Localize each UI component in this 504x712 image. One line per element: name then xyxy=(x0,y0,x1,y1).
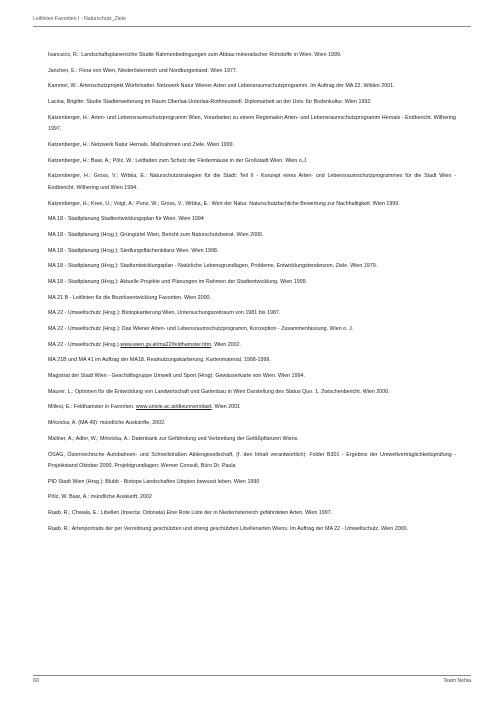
reference-list xyxy=(48,50,456,539)
reference-text: Ivancsics, R.: Landschaftsplanerische Studie Rahmenbedingungen zum Abbau mineralischer Rohstoffe in Wien. Wien 1999. xyxy=(48,52,342,58)
reference-text: Katzenberger, H.; Kree, U.; Voigt, A.; Punz, W.; Gross, V.; Wrbka, E.: Wert der Natur. Naturschutzfachliche Bewertung zur Nachhaltigkeit. Wien 1999. xyxy=(48,200,400,207)
reference-entry xyxy=(48,524,456,536)
reference-text: Katzenberger, H.; Baar, A.; Pölz, W.: Leitfaden zum Schutz der Fledermäuse in der Großstadt Wien. Wien o.J. xyxy=(48,157,308,164)
reference-entry xyxy=(48,81,456,93)
reference-entry xyxy=(48,66,456,78)
reference-text: ÖSAG, Österreichische Autobahnen- und Schnellstraßen Aktiengesellschaft, (f. den Inhalt verantwortlich): Folder B301 - Ergebnis der Umweltverträglichkeitsprüfung - Projektstand Oktober 2000. Projektgrundlagen: Werner Consult, Büro Dr. Paula xyxy=(48,451,456,469)
reference-text: Maurer, L.: Optionen für die Entwicklung von Landwirtschaft und Gartenbau in Wien Darstellung des Status Quo. 1. Zwischenbericht. Wien 2000. xyxy=(48,388,390,395)
reference-text: Raab, R.; Chwala, E.: Libellen (Insecta: Odonata) Eine Rote Liste der in Niederösterreich gefährdeten Arten. Wien 1997. xyxy=(48,510,333,517)
reference-entry xyxy=(48,293,456,305)
reference-text: Pölz, W. Baar, A.: mündliche Auskunft, 2002 xyxy=(48,494,152,501)
reference-entry xyxy=(48,230,456,242)
reference-entry xyxy=(48,50,456,62)
reference-entry xyxy=(48,418,456,430)
header-title: Leitlinien Favoriten I - Naturschutz_Ziele xyxy=(33,16,126,22)
reference-text: Katzenberger, H.: Arten- und Lebensraumschutzprogramm Wien, Vorarbeiten zu einem Regionalen Arten- und Lebensraumschutzprogramm Hernals - Endbericht. Wilhering 1997. xyxy=(48,114,456,133)
reference-entry xyxy=(48,402,456,414)
page-number: 60 xyxy=(33,678,39,684)
reference-entry xyxy=(48,97,456,109)
footer-divider xyxy=(33,675,471,676)
reference-text: Mrkvicka, A. (MA 49): mündliche Auskünfte, 2002. xyxy=(48,420,166,427)
reference-text: MA 22 - Umweltschutz (Hrsg.) xyxy=(48,341,121,348)
reference-text-suffix: . Wien 2001 xyxy=(211,404,241,411)
reference-entry xyxy=(48,492,456,504)
reference-entry xyxy=(48,156,456,168)
reference-entry xyxy=(48,171,456,194)
footer-team: Team Nehla xyxy=(443,678,471,684)
reference-text: MA 18 - Stadtplanung (Hrsg.): Siedlungsflächenbilanz Wien. Wien 1998. xyxy=(48,247,219,254)
reference-entry xyxy=(48,214,456,226)
reference-text: MA 18 - Stadtplanung Stadtentwicklungsplan für Wien. Wien 1994 xyxy=(48,216,204,223)
header-divider xyxy=(33,26,471,27)
reference-entry xyxy=(48,387,456,399)
reference-entry xyxy=(48,324,456,336)
page-header xyxy=(33,16,471,22)
reference-text: Millesi, E.: Feldhamster in Favoriten. xyxy=(48,404,136,411)
reference-text: Kammel, W.: Artenschutzprojekt Würfelnatter. Netzwerk Natur Wiener Arten und Lebensraumschutzprogramm. Im Auftrag der MA 22. Wilden 2001. xyxy=(48,83,395,90)
reference-entry xyxy=(48,450,456,473)
reference-entry xyxy=(48,434,456,446)
reference-text: MA 22 - Umweltschutz (Hrsg.): Biotopkartierung Wien, Untersuchungszeitraum von 1981 bis 1987. xyxy=(48,310,281,317)
reference-text: Katzenberger, H.: Netzwerk Natur Hernals. Maßnahmen und Ziele. Wien 1999. xyxy=(48,141,235,148)
reference-text: Mallner, A.; Adler, W.; Mrkvicka, A.: Datenbank zur Gefährdung und Verbreitung der Gefäßpflanzen Wiens. xyxy=(48,435,299,442)
reference-entry xyxy=(48,261,456,273)
reference-text: MA 21 B - Leitlinien für die Bezirksentwicklung Favoriten. Wien 2000. xyxy=(48,294,212,301)
reference-text: Katzenberger, H.; Gross, V.; Wrbka, E.: Naturschutzstrategien für die Stadt: Teil II - Konzept eines Arten- und Lebensraumschutzprogrammes für die Stadt Wien - Endbericht. Wilhering und Wien 1994. xyxy=(48,173,456,191)
reference-text: MA 18 - Stadtplanung (Hrsg.): Aktuelle Projekte und Planungen im Rahmen der Stadtentwicklung. Wien 1999. xyxy=(48,278,308,285)
reference-text: MA 18 - Stadtplanung (Hrsg.): Stadtentwicklungsplan - Natürliche Lebensgrundlagen, Probleme, Entwicklungstendenzen, Ziele. Wien 1979. xyxy=(48,263,378,270)
reference-entry xyxy=(48,508,456,520)
reference-entry xyxy=(48,140,456,152)
reference-text: MA 18 - Stadtplanung (Hrsg.): Grüngürtel Wien, Bericht zum Naturschutzbeirat. Wien 2000. xyxy=(48,231,264,238)
reference-entry xyxy=(48,277,456,289)
reference-entry xyxy=(48,308,456,320)
reference-text: PID Stadt Wien (Hrsg.): Blubb - Biotope Landschaften Utopien bewusst leben. Wien 1990 xyxy=(48,478,260,485)
reference-link[interactable]: www.univie.ac.at/dieuniversitaet xyxy=(135,404,212,411)
reference-text: Magistrat der Stadt Wien - Geschäftsgruppe Umwelt und Sport (Hrsg): Gewässerkarte von Wien. Wien 1994. xyxy=(48,373,305,380)
reference-entry xyxy=(48,199,456,211)
reference-text-suffix: . Wien 2002. xyxy=(211,341,242,348)
reference-entry xyxy=(48,246,456,258)
reference-text: Lacina, Brigitte: Studie Stadterweiterung im Raum Oberlaa-Unterlaa-Rothneusiedl. Diplomarbeit an der Univ. für Bodenkultur. Wien 1992. xyxy=(48,99,372,106)
reference-text: Janchen, E.: Flora von Wien, Niederösterreich und Nordburgenland. Wien 1977. xyxy=(48,67,238,74)
reference-link[interactable]: www.wien.gv.at/ma22/feldhamster.htm xyxy=(120,341,212,348)
reference-text: MA 22 - Umweltschutz (Hrsg.): Das Wiener Arten- und Lebensraumschutzprogramm, Konzeption - Zusammenfassung. Wien o. J. xyxy=(48,326,354,332)
reference-entry xyxy=(48,340,456,352)
reference-entry xyxy=(48,355,456,367)
reference-text: MA 21B und MA 41 im Auftrag der MA18. Realnutzungskartierung. Kartenmaterial, 1998-1999. xyxy=(48,357,271,364)
reference-entry xyxy=(48,371,456,383)
reference-entry xyxy=(48,113,456,136)
reference-text: Raab, R.: Artenportraits der per Verordnung geschützten und streng geschützten Libellenarten Wiens. Im Auftrag der MA 22 - Umweltschutz. Wien 2000. xyxy=(48,525,409,532)
reference-entry xyxy=(48,477,456,489)
